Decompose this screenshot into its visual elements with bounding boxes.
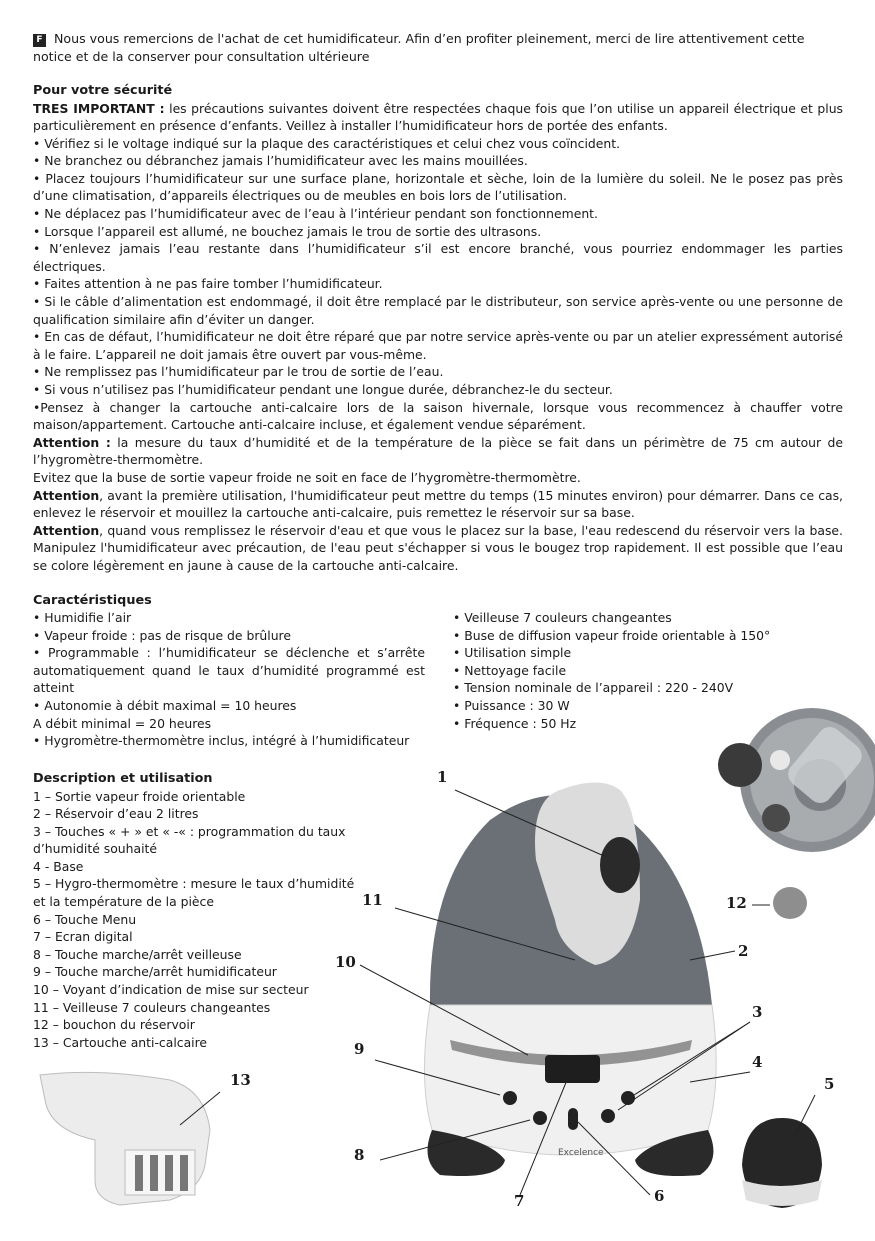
feature-item: • Vapeur froide : pas de risque de brûlure bbox=[33, 627, 292, 643]
description-item: 7 – Ecran digital bbox=[33, 929, 133, 945]
safety-bullet: •Pensez à changer la cartouche anti-calcaire lors de la saison hivernale, lorsque vous recommencez à chauffer votre maison/appartement. Cartouche anti-calcaire incluse, et également vendue séparément. bbox=[33, 399, 843, 433]
intro-text: Nous vous remercions de l'achat de cet humidificateur. Afin d’en profiter pleinement, merci de lire attentivement cette notice et de la conserver pour consultation ultérieure bbox=[33, 31, 805, 64]
safety-bullet: • N’enlevez jamais l’eau restante dans l’humidificateur s’il est encore branché, vous pourriez endommager les parties électriques. bbox=[33, 241, 843, 274]
description-title: Description et utilisation bbox=[33, 771, 213, 786]
feature-item: • Fréquence : 50 Hz bbox=[453, 715, 577, 731]
attention-first-use: Attention, avant la première utilisation, l'humidificateur peut mettre du temps (15 minutes environ) pour démarrer. Dans ce cas, enlevez le réservoir et mouillez la cartouche anti-calcaire, puis remettez le réservoir sur sa base. bbox=[33, 487, 843, 521]
safety-bullet: • En cas de défaut, l’humidificateur ne doit être réparé que par notre service après-vente ou par un atelier expressément autorisé à le faire. L’appareil ne doit jamais être ouvert par vous-même. bbox=[33, 329, 843, 362]
description-item: 2 – Réservoir d’eau 2 litres bbox=[33, 806, 199, 822]
callout-12: 12 bbox=[726, 894, 747, 912]
attention-filling: Attention, quand vous remplissez le réservoir d'eau et que vous le placez sur la base, l'eau redescend du réservoir vers la base. Manipulez l'humidificateur avec précaution, de l'eau peut s'échapper si vous le bougez trop rapidement. Il est possible que l’eau se colore légèrement en jaune à cause de la cartouche anti-calcaire. bbox=[33, 522, 843, 573]
attention-note: Evitez que la buse de sortie vapeur froide ne soit en face de l’hygromètre-thermomètre. bbox=[33, 469, 581, 485]
description-item: 8 – Touche marche/arrêt veilleuse bbox=[33, 946, 242, 962]
feature-item: A débit minimal = 20 heures bbox=[33, 715, 212, 731]
safety-bullet: • Placez toujours l’humidificateur sur une surface plane, horizontale et sèche, loin de la lumière du soleil. Ne le posez pas près d’une climatisation, d’appareils électriques ou de meubles en bois lors de l’utilisation. bbox=[33, 170, 843, 204]
callout-13: 13 bbox=[230, 1071, 251, 1089]
description-item: 12 – bouchon du réservoir bbox=[33, 1017, 195, 1033]
language-flag: F bbox=[33, 34, 46, 47]
description-item: 10 – Voyant d’indication de mise sur secteur bbox=[33, 982, 309, 998]
callout-1: 1 bbox=[437, 768, 448, 786]
safety-bullet: • Ne remplissez pas l’humidificateur par le trou de sortie de l’eau. bbox=[33, 364, 444, 380]
callout-8: 8 bbox=[354, 1146, 365, 1164]
description-item: 4 - Base bbox=[33, 858, 84, 874]
description-item: 11 – Veilleuse 7 couleurs changeantes bbox=[33, 999, 271, 1015]
feature-item: • Hygromètre-thermomètre inclus, intégré à l’humidificateur bbox=[33, 733, 410, 749]
safety-bullet: • Si le câble d’alimentation est endommagé, il doit être remplacé par le distributeur, son service après-vente ou une personne de qualification similaire afin d’éviter un danger. bbox=[33, 294, 843, 327]
safety-bullet: • Lorsque l’appareil est allumé, ne bouchez jamais le trou de sortie des ultrasons. bbox=[33, 223, 542, 239]
feature-item: • Veilleuse 7 couleurs changeantes bbox=[453, 610, 672, 626]
description-item: 6 – Touche Menu bbox=[33, 911, 137, 927]
feature-item: • Tension nominale de l’appareil : 220 - 240V bbox=[453, 680, 734, 696]
callout-6: 6 bbox=[654, 1187, 665, 1205]
feature-item: • Utilisation simple bbox=[453, 645, 572, 661]
description-item: 3 – Touches « + » et « -« : programmation du taux d’humidité souhaité bbox=[33, 823, 346, 857]
feature-item: • Nettoyage facile bbox=[453, 662, 567, 678]
safety-bullet: • Ne branchez ou débranchez jamais l’humidificateur avec les mains mouillées. bbox=[33, 153, 528, 169]
safety-bullet: • Faites attention à ne pas faire tomber l’humidificateur. bbox=[33, 276, 383, 292]
feature-item: • Humidifie l’air bbox=[33, 610, 132, 626]
callout-11: 11 bbox=[362, 891, 383, 909]
safety-bullet: • Ne déplacez pas l’humidificateur avec de l’eau à l’intérieur pendant son fonctionnement. bbox=[33, 206, 598, 222]
safety-important: TRES IMPORTANT : les précautions suivantes doivent être respectées chaque fois que l’on utilise un appareil électrique et plus particulièrement en présence d’enfants. Veillez à installer l’humidificateur hors de portée des enfants. bbox=[33, 100, 844, 134]
safety-bullet: • Si vous n’utilisez pas l’humidificateur pendant une longue durée, débranchez-le du secteur. bbox=[33, 382, 613, 397]
feature-item: • Programmable : l’humidificateur se déclenche et s’arrête automatiquement quand le taux d’humidité programmé est atteint bbox=[33, 645, 425, 696]
attention-measure: Attention : la mesure du taux d’humidité et de la température de la pièce se fait dans un périmètre de 75 cm autour de l’hygromètre-thermomètre. bbox=[33, 434, 843, 468]
tank-cap-illustration bbox=[773, 887, 807, 919]
features-title: Caractéristiques bbox=[33, 592, 152, 608]
description-item: 1 – Sortie vapeur froide orientable bbox=[33, 788, 246, 804]
callout-9: 9 bbox=[354, 1040, 365, 1058]
safety-bullet: • Vérifiez si le voltage indiqué sur la plaque des caractéristiques et celui chez vous coïncident. bbox=[33, 135, 621, 151]
cartridge-illustration bbox=[40, 1072, 210, 1205]
description-item: 9 – Touche marche/arrêt humidificateur bbox=[33, 964, 277, 980]
callout-2: 2 bbox=[738, 942, 749, 960]
feature-item: • Autonomie à débit maximal = 10 heures bbox=[33, 698, 297, 713]
callout-7: 7 bbox=[514, 1192, 525, 1210]
callout-3: 3 bbox=[752, 1003, 763, 1021]
description-item: 13 – Cartouche anti-calcaire bbox=[33, 1034, 208, 1050]
callout-5: 5 bbox=[824, 1075, 835, 1093]
callout-10: 10 bbox=[335, 953, 356, 971]
feature-item: • Puissance : 30 W bbox=[453, 698, 570, 713]
brand-logo: Excelence bbox=[558, 1148, 604, 1158]
safety-title: Pour votre sécurité bbox=[33, 83, 173, 98]
description-item: 5 – Hygro-thermomètre : mesure le taux d’humidité et la température de la pièce bbox=[33, 876, 355, 910]
tank-top-view-illustration bbox=[718, 708, 875, 852]
hygrometer-illustration bbox=[742, 1118, 822, 1208]
callout-4: 4 bbox=[752, 1053, 763, 1071]
feature-item: • Buse de diffusion vapeur froide orientable à 150° bbox=[453, 627, 771, 643]
